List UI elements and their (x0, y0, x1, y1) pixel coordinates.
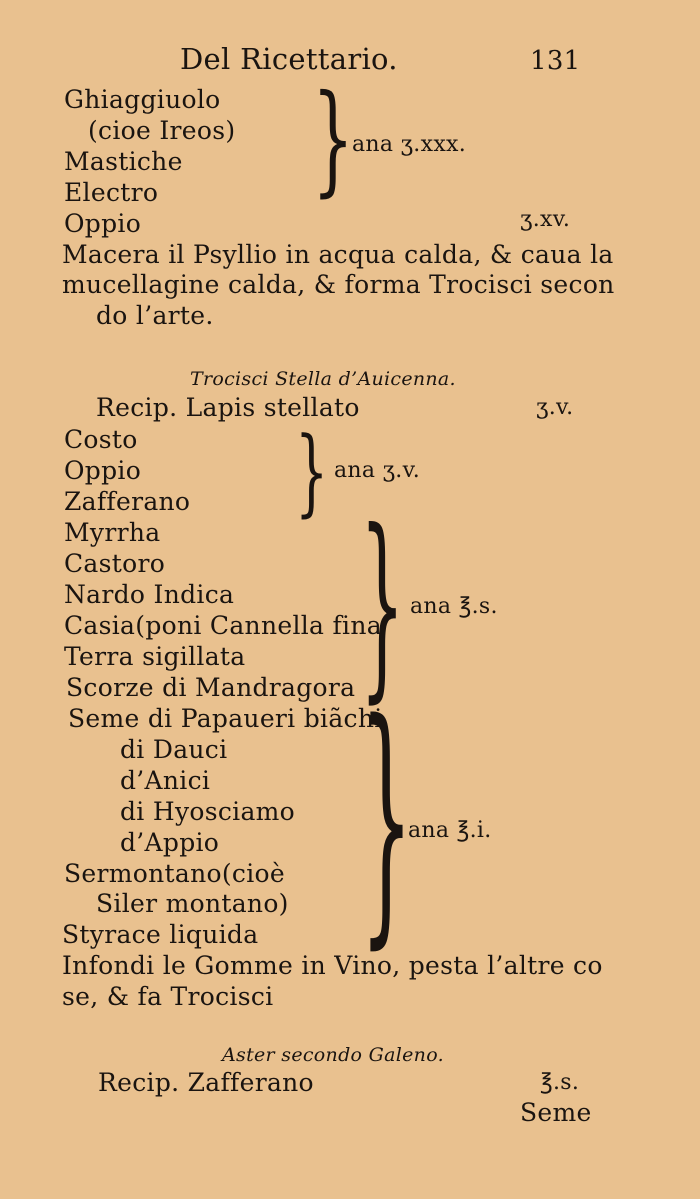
ingredient: Costo (64, 425, 138, 454)
recipe-line: Recip. Zafferano (98, 1068, 314, 1097)
ingredient: di Dauci (120, 735, 228, 764)
ingredient: Seme di Papaueri biãchi (68, 704, 383, 733)
ingredient: Siler montano) (96, 889, 289, 918)
ingredient: Mastiche (64, 147, 183, 176)
ingredient: Oppio (64, 209, 142, 238)
prose-line: se, & fa Trocisci (62, 982, 274, 1011)
catchword: Seme (520, 1098, 592, 1127)
brace-icon: } (312, 70, 354, 209)
ana-label: ana ʒ.xxx. (352, 132, 467, 157)
section-title: Trocisci Stella d’Auicenna. (190, 368, 456, 390)
brace-icon: } (295, 417, 329, 527)
ingredient: Myrrha (64, 518, 161, 547)
brace-icon: } (360, 488, 405, 721)
ingredient: di Hyosciamo (120, 797, 296, 826)
ingredient: Casia(poni Cannella fina (64, 611, 382, 640)
ingredient: Ghiaggiuolo (64, 85, 221, 114)
ingredient: Sermontano(cioè (64, 859, 285, 888)
running-head: Del Ricettario. (180, 42, 398, 76)
ingredient: Styrace liquida (62, 920, 259, 949)
recipe-line: Recip. Lapis stellato (96, 393, 360, 422)
section-title: Aster secondo Galeno. (222, 1044, 444, 1066)
ingredient: (cioe Ireos) (88, 116, 236, 145)
ingredient: Terra sigillata (64, 642, 246, 671)
ingredient: Oppio (64, 456, 142, 485)
quantity: ℥.s. (540, 1070, 580, 1095)
prose-line: Macera il Psyllio in acqua calda, & caua la (62, 240, 614, 269)
ana-label: ana ℥.i. (408, 818, 492, 843)
prose-line: do l’arte. (96, 301, 214, 330)
ingredient: Castoro (64, 549, 166, 578)
prose-line: Infondi le Gomme in Vino, pesta l’altre co (62, 951, 603, 980)
ingredient: d’Appio (120, 828, 220, 857)
brace-icon: } (360, 669, 413, 971)
quantity: ʒ.xv. (520, 207, 571, 232)
quantity: ʒ.v. (536, 395, 574, 420)
page-number: 131 (530, 46, 581, 76)
ana-label: ana ℥.s. (410, 594, 498, 619)
ingredient: Scorze di Mandragora (66, 673, 356, 702)
ingredient: Electro (64, 178, 159, 207)
ingredient: Zafferano (64, 487, 191, 516)
prose-line: mucellagine calda, & forma Trocisci secon (62, 270, 615, 299)
ana-label: ana ʒ.v. (334, 458, 421, 483)
ingredient: d’Anici (120, 766, 211, 795)
ingredient: Nardo Indica (64, 580, 235, 609)
